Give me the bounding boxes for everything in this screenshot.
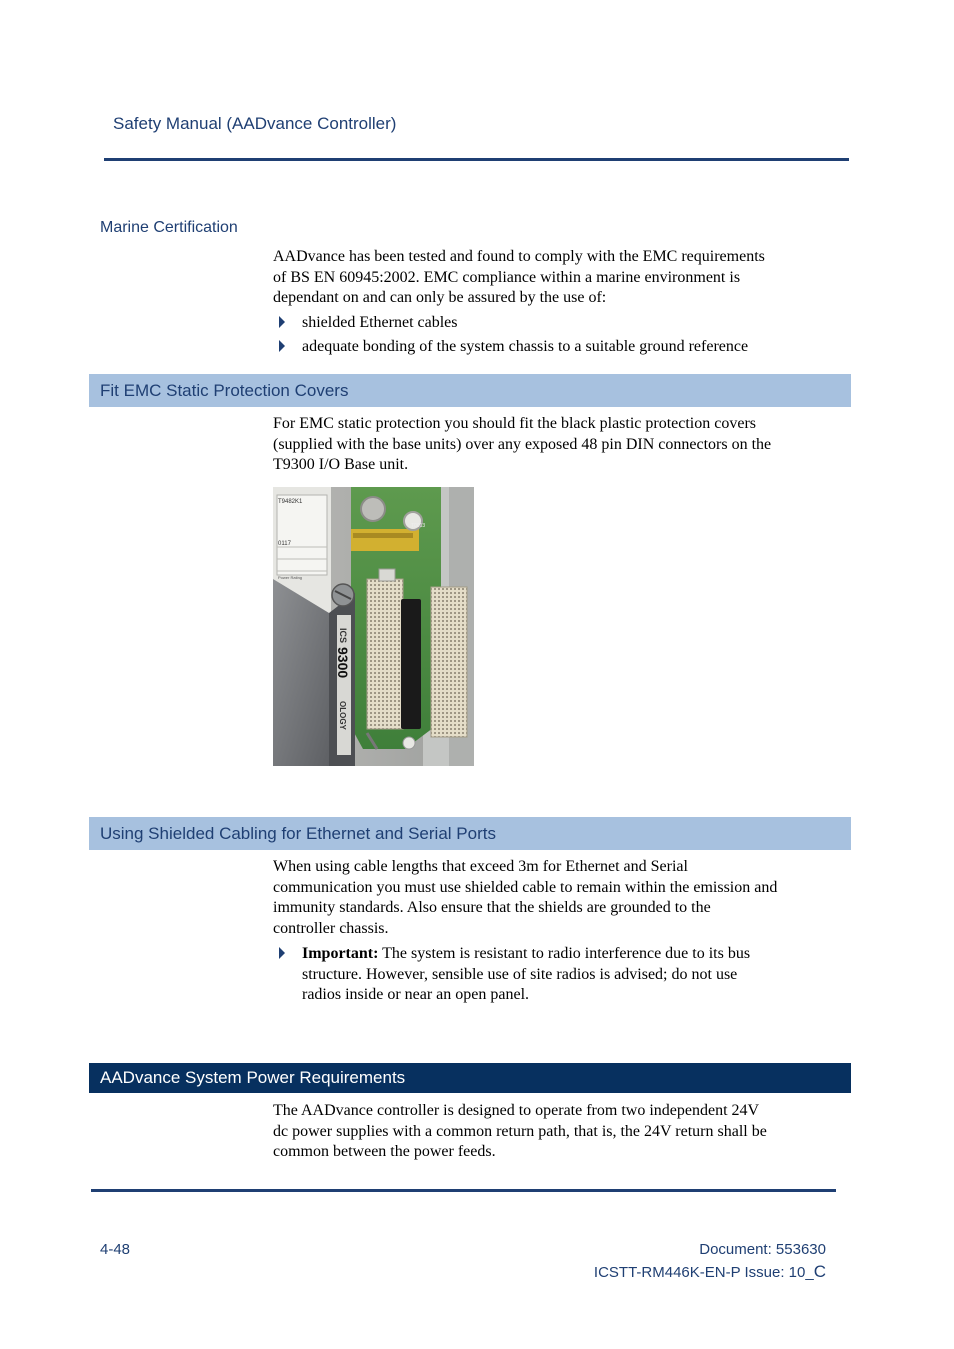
important-label: Important: <box>302 945 379 962</box>
section-heading-emc-covers: Fit EMC Static Protection Covers <box>89 374 851 407</box>
photo-module-label: 9300 <box>335 647 351 679</box>
marine-line: dependant on and can only be assured by the use of: <box>273 289 607 306</box>
note-line: radios inside or near an open panel. <box>302 986 530 1003</box>
bullet-arrow-icon <box>279 340 285 352</box>
marine-paragraph <box>273 247 843 309</box>
emc-covers-paragraph <box>273 414 843 476</box>
shielded-paragraph <box>273 857 843 939</box>
document-number: Document: 553630 <box>699 1241 826 1258</box>
marine-line: AADvance has been tested and found to comply with the EMC requirements <box>273 248 765 265</box>
shielded-line: immunity standards. Also ensure that the shields are grounded to the <box>273 899 711 916</box>
issue-suffix: C <box>813 1262 826 1281</box>
running-header: Safety Manual (AADvance Controller) <box>113 114 397 133</box>
photo-brand-label: ICS <box>338 628 348 644</box>
photo-brand-label-2: OLOGY <box>338 701 347 730</box>
issue-number <box>594 1262 826 1282</box>
power-line: dc power supplies with a common return path, that is, the 24V return shall be <box>273 1122 767 1140</box>
shielded-line: When using cable lengths that exceed 3m for Ethernet and Serial <box>273 858 688 875</box>
emc-line: T9300 I/O Base unit. <box>273 456 409 473</box>
bullet-arrow-icon <box>279 316 285 328</box>
shielded-line: communication you must use shielded cable to remain within the emission and <box>273 878 778 896</box>
photo-part-label: T9482K1 <box>278 499 303 505</box>
note-line: structure. However, sensible use of site radios is advised; do not use <box>302 965 738 983</box>
bullet-text: shielded Ethernet cables <box>302 314 458 331</box>
power-paragraph <box>273 1101 843 1163</box>
section-heading-shielded-cabling: Using Shielded Cabling for Ethernet and Serial Ports <box>89 817 851 850</box>
shielded-line: controller chassis. <box>273 919 389 937</box>
photo-serial-label: 0117 <box>278 541 291 547</box>
bullet-text: adequate bonding of the system chassis to a suitable ground reference <box>302 338 749 355</box>
section-heading-power-requirements: AADvance System Power Requirements <box>89 1063 851 1093</box>
power-line: common between the power feeds. <box>273 1143 496 1160</box>
photo-power-label: Power Rating <box>278 575 303 580</box>
note-line: The system is resistant to radio interference due to its bus <box>378 945 751 962</box>
power-line: The AADvance controller is designed to operate from two independent 24V <box>273 1102 760 1119</box>
important-note-text <box>302 944 847 1006</box>
header-rule <box>104 158 849 161</box>
issue-text: ICSTT-RM446K-EN-P Issue: 10_ <box>593 1264 814 1281</box>
footer-rule <box>91 1189 836 1192</box>
photo-board-label: T0013 <box>411 523 426 529</box>
io-base-photo <box>273 487 474 766</box>
emc-line: For EMC static protection you should fit the black plastic protection covers <box>273 415 757 432</box>
bullet-arrow-icon <box>279 947 285 959</box>
page-number: 4-48 <box>100 1241 131 1258</box>
marine-line: of BS EN 60945:2002. EMC compliance within a marine environment is <box>273 268 741 286</box>
marine-heading: Marine Certification <box>100 219 238 236</box>
emc-line: (supplied with the base units) over any exposed 48 pin DIN connectors on the <box>273 435 772 453</box>
